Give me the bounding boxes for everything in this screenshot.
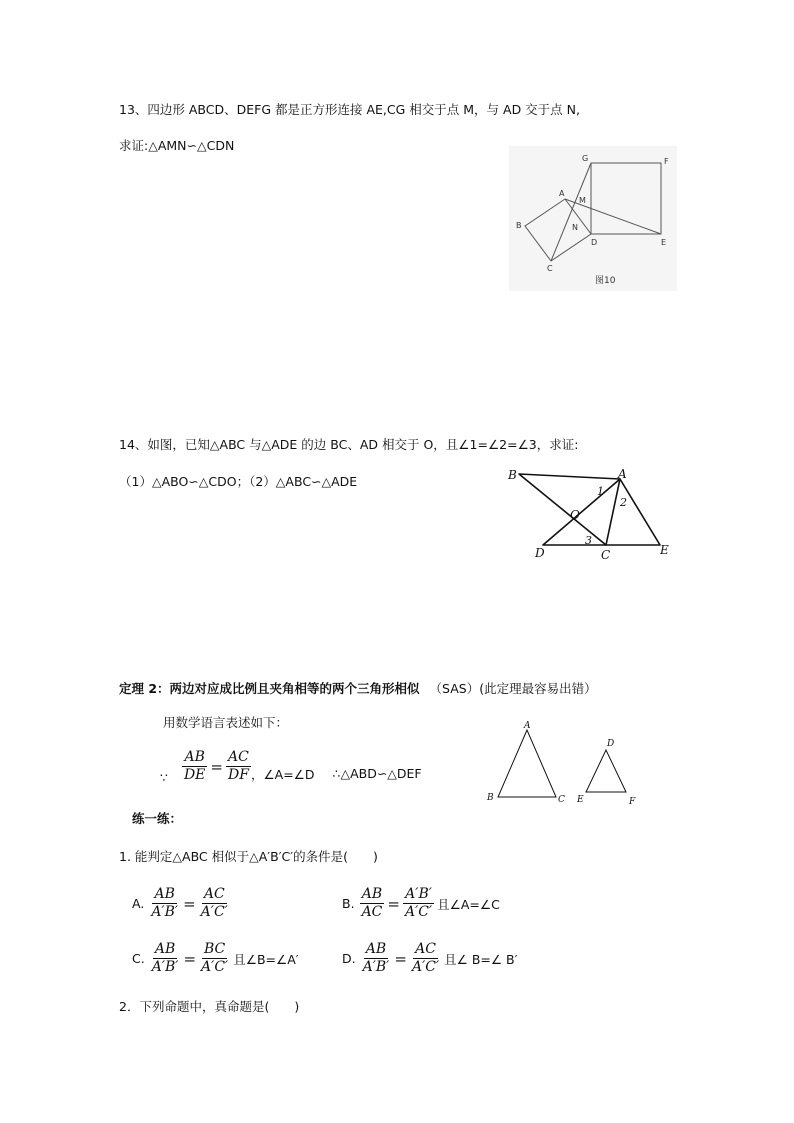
triangle-abc xyxy=(498,730,556,797)
q13-figure-background xyxy=(509,146,677,291)
because-symbol: ∵ xyxy=(160,770,168,785)
figure-caption: 图10 xyxy=(595,276,616,286)
triangle-def xyxy=(586,750,626,792)
label-g: G xyxy=(582,154,589,163)
label-a: A xyxy=(618,467,627,481)
fraction-ac-df xyxy=(226,749,251,784)
label-a: A xyxy=(524,721,531,731)
option-condition: 且∠A=∠C xyxy=(437,896,500,912)
option-label: C. xyxy=(132,951,145,966)
option-fraction-1 xyxy=(361,941,392,976)
label-m: M xyxy=(579,196,586,205)
q14-line2: （1）△ABO∽△CDO；（2）△ABC∽△ADE xyxy=(119,474,358,489)
fraction-ab-de xyxy=(182,749,207,784)
fraction-denominator: A′C′ xyxy=(404,904,433,920)
label-d: D xyxy=(591,238,598,247)
option-fraction-2 xyxy=(410,941,441,976)
equals-sign: = xyxy=(394,949,407,968)
option-label: B. xyxy=(342,896,355,911)
fraction-numerator: AB xyxy=(154,941,176,957)
q13-figure-squares xyxy=(509,146,677,291)
label-b: B xyxy=(487,793,494,803)
fraction-numerator: AB xyxy=(184,749,205,765)
q2-stem: 2．下列命题中，真命题是( ) xyxy=(119,999,300,1014)
fraction-denominator: A′C′ xyxy=(200,904,228,920)
label-b: B xyxy=(516,221,522,230)
fraction-numerator: AC xyxy=(415,941,436,957)
option-fraction-1 xyxy=(149,886,180,921)
label-a: A xyxy=(559,189,565,198)
option-fraction-2 xyxy=(403,886,434,921)
equals-sign: = xyxy=(183,949,197,968)
fraction-numerator: AB xyxy=(365,941,387,957)
option-fraction-2 xyxy=(199,941,230,976)
theorem-intro: 用数学语言表述如下： xyxy=(163,715,289,730)
theorem-figure-similar-triangles xyxy=(482,718,662,810)
label-n: N xyxy=(572,223,578,232)
equals-sign: = xyxy=(183,894,196,913)
practice-heading: 练一练： xyxy=(132,811,183,826)
label-angle-3: 3 xyxy=(585,534,592,547)
label-angle-1: 1 xyxy=(597,485,604,498)
label-e: E xyxy=(661,238,667,247)
equals-sign: = xyxy=(210,757,223,776)
fraction-numerator: AB xyxy=(154,886,175,902)
fraction-denominator: AC xyxy=(361,904,383,920)
label-e: E xyxy=(660,543,669,557)
fraction-denominator: A′B′ xyxy=(151,904,179,920)
option-b[interactable] xyxy=(342,886,500,921)
option-a[interactable] xyxy=(132,886,233,921)
label-f: F xyxy=(664,157,669,166)
fraction-denominator: DE xyxy=(183,767,206,783)
option-condition: 且∠B=∠A′ xyxy=(233,951,299,967)
option-condition: 且∠ B=∠ B′ xyxy=(444,951,518,967)
q13-line2: 求证:△AMN∽△CDN xyxy=(119,138,235,153)
option-d[interactable] xyxy=(342,941,517,976)
q14-figure-triangles xyxy=(500,462,680,562)
q14-line1: 14、如图，已知△ABC 与△ADE 的边 BC、AD 相交于 O，且∠1=∠2=∠3，求证: xyxy=(119,437,579,452)
label-c: C xyxy=(601,548,611,562)
fraction-denominator: A′B′ xyxy=(362,959,390,975)
theorem-condition: ，∠A=∠D xyxy=(250,766,315,782)
fraction-denominator: DF xyxy=(227,767,249,783)
theorem-formula xyxy=(160,748,422,785)
option-fraction-1 xyxy=(150,941,181,976)
fraction-numerator: AB xyxy=(361,886,383,902)
fraction-numerator: AC xyxy=(203,886,225,902)
theorem-heading: 定理 2：两边对应成比例且夹角相等的两个三角形相似 xyxy=(119,681,420,696)
theorem-note: （SAS）(此定理最容易出错） xyxy=(429,681,597,696)
label-c: C xyxy=(547,264,553,273)
fraction-denominator: A′C′ xyxy=(411,959,440,975)
label-b: B xyxy=(508,468,517,482)
label-o: O xyxy=(570,508,580,522)
theorem-conclusion: ∴△ABD∽△DEF xyxy=(332,766,422,781)
theorem-line xyxy=(119,681,597,697)
label-angle-2: 2 xyxy=(620,496,627,509)
equals-sign: = xyxy=(387,894,400,913)
option-fraction-2 xyxy=(199,886,230,921)
label-e: E xyxy=(577,795,584,805)
option-label: D. xyxy=(342,951,356,966)
option-label: A. xyxy=(132,896,145,911)
option-fraction-1 xyxy=(360,886,385,921)
fraction-numerator: AC xyxy=(228,749,249,765)
option-c[interactable] xyxy=(132,941,299,976)
fraction-numerator: BC xyxy=(204,941,226,957)
label-d: D xyxy=(607,739,615,749)
q1-stem: 1. 能判定△ABC 相似于△A′B′C′的条件是( ) xyxy=(119,849,378,864)
label-f: F xyxy=(629,797,636,807)
label-c: C xyxy=(558,795,565,805)
fraction-denominator: A′B′ xyxy=(151,959,179,975)
label-d: D xyxy=(535,546,545,560)
fraction-denominator: A′C′ xyxy=(201,959,229,975)
fraction-numerator: A′B′ xyxy=(405,886,432,902)
q13-line1: 13、四边形 ABCD、DEFG 都是正方形连接 AE,CG 相交于点 M，与 AD 交于点 N, xyxy=(119,102,580,117)
